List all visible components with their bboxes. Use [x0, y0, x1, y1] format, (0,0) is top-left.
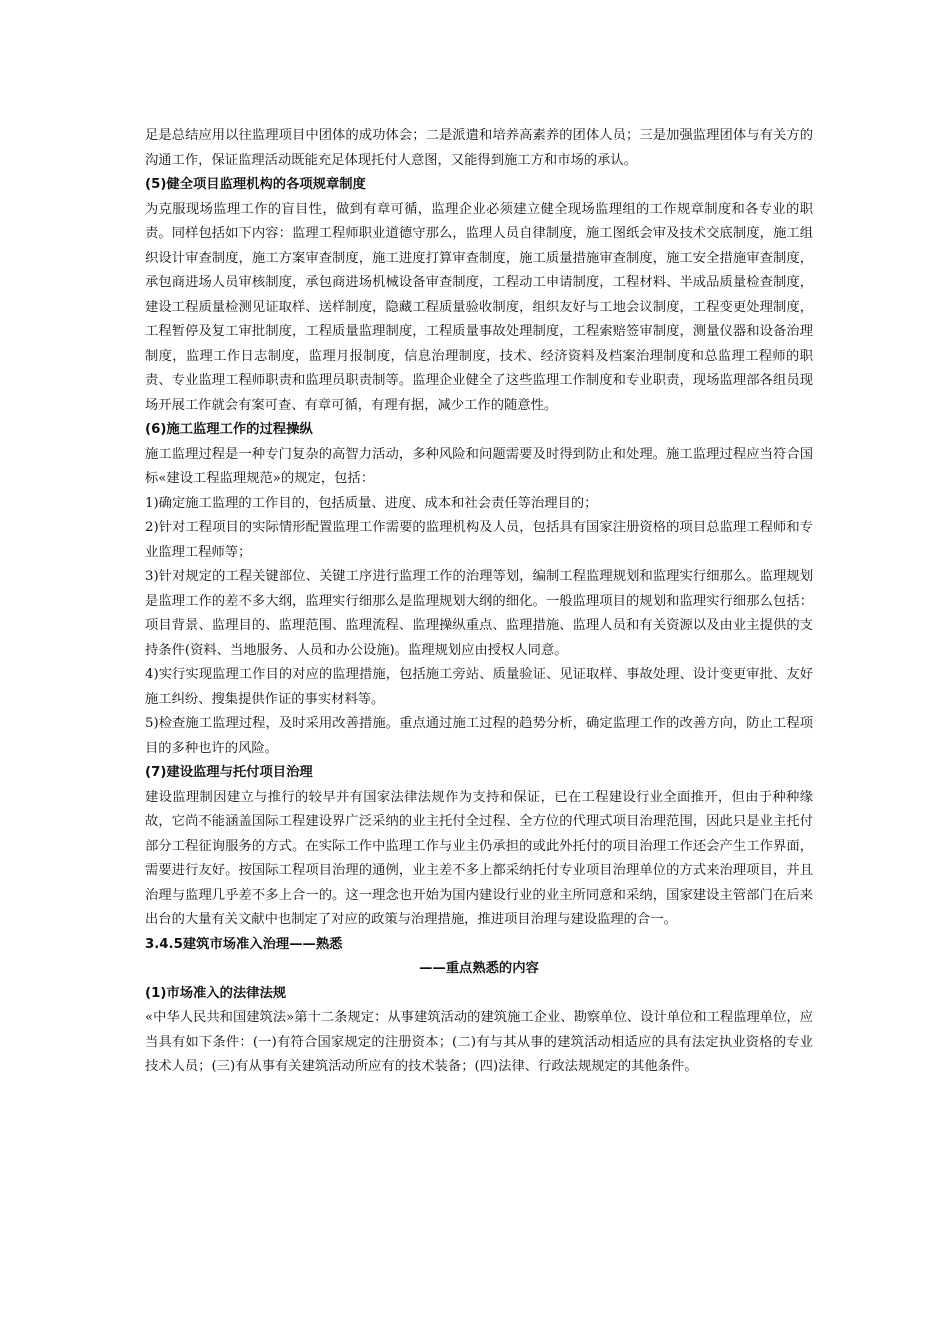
paragraph-process-intro: 施工监理过程是一种专门复杂的高智力活动，多种风险和问题需要及时得到防止和处理。施工监理过程应当符合国标«建设工程监理规范»的规定，包括：: [145, 446, 813, 486]
document-page: [145, 124, 813, 1080]
heading-1-market-access: (1)市场准入的法律法规: [145, 985, 287, 1001]
paragraph-building-law: «中华人民共和国建筑法»第十二条规定：从事建筑活动的建筑施工企业、勘察单位、设计单位和工程监理单位，应当具有如下条件：(一)有符合国家规定的注册资本；(二)有与其从事的建筑活动相适应的具有法定执业资格的专业技术人员；(三)有从事有关建筑活动所应有的技术装备；(四)法律、行政法规规定的其他条件。: [145, 1010, 813, 1074]
list-item-4: 4)实行实现监理工作目的对应的监理措施，包括施工旁站、质量验证、见证取样、事故处理、设计变更审批、友好施工纠纷、搜集提供作证的事实材料等。: [145, 667, 813, 707]
list-item-1: 1)确定施工监理的工作目的，包括质量、进度、成本和社会责任等治理目的；: [145, 495, 598, 511]
section-subtitle: ——重点熟悉的内容: [419, 961, 539, 976]
heading-7: (7)建设监理与托付项目治理: [145, 765, 313, 780]
paragraph-project-management: 建设监理制因建立与推行的较早并有国家法律法规作为支持和保证，已在工程建设行业全面推开，但由于种种缘故，它尚不能涵盖国际工程建设界广泛采纳的业主托付全过程、全方位的代理式项目治理范围，因此只是业主托付部分工程征询服务的方式。在实际工作中监理工作与业主仍承担的或此外托付的项目治理工作还会产生工作界面，需要进行友好。按国际工程项目治理的通例，业主差不多上都采纳托付专业项目治理单位的方式来治理项目，并且治理与监理几乎差不多上合一的。这一理念也开始为国内建设行业的业主所同意和采纳，国家建设主管部门在后来出台的大量有关文献中也制定了对应的政策与治理措施，推进项目治理与建设监理的合一。: [145, 789, 813, 927]
heading-6: (6)施工监理工作的过程操纵: [145, 422, 313, 437]
paragraph-regulations: 为克服现场监理工作的盲目性，做到有章可循，监理企业必须建立健全现场监理组的工作规章制度和各专业的职责。同样包括如下内容：监理工程师职业道德守那么，监理人员自律制度，施工图纸会审及技术交底制度，施工组织设计审查制度，施工方案审查制度，施工进度打算审查制度，施工质量措施审查制度，施工安全措施审查制度，承包商进场人员审核制度，承包商进场机械设备审查制度，工程动工申请制度，工程材料、半成品质量检查制度，建设工程质量检测见证取样、送样制度，隐藏工程质量验收制度，组织友好与工地会议制度，工程变更处理制度，工程暂停及复工审批制度，工程质量监理制度，工程质量事故处理制度，工程索赔签审制度，测量仪器和设备治理制度，监理工作日志制度，监理月报制度，信息治理制度，技术、经济资料及档案治理制度和总监理工程师的职责、专业监理工程师职责和监理员职责制等。监理企业健全了这些监理工作制度和专业职责，现场监理部各组员现场开展工作就会有案可查、有章可循，有理有据，减少工作的随意性。: [145, 201, 813, 413]
list-item-2: 2)针对工程项目的实际情形配置监理工作需要的监理机构及人员，包括具有国家注册资格的项目总监理工程师和专业监理工程师等；: [145, 520, 813, 560]
section-heading-3-4-5: 3.4.5建筑市场准入治理——熟悉: [145, 936, 343, 952]
paragraph-continuation: 足是总结应用以往监理项目中团体的成功体会；二是派遣和培养高素养的团体人员；三是加强监理团体与有关方的沟通工作，保证监理活动既能充足体现托付人意图，又能得到施工方和市场的承认。: [145, 128, 813, 168]
list-item-3: 3)针对规定的工程关键部位、关键工序进行监理工作的治理等划，编制工程监理规划和监理实行细那么。监理规划是监理工作的差不多大纲，监理实行细那么是监理规划大纲的细化。一般监理项目的规划和监理实行细那么包括：项目背景、监理目的、监理范围、监理流程、监理操纵重点、监理措施、监理人员和有关资源以及由业主提供的支持条件(资料、当地服务、人员和办公设施)。监理规划应由授权人同意。: [145, 569, 813, 658]
heading-5: (5)健全项目监理机构的各项规章制度: [145, 177, 366, 192]
list-item-5: 5)检查施工监理过程，及时采用改善措施。重点通过施工过程的趋势分析，确定监理工作的改善方向，防止工程项目的多种也许的风险。: [145, 716, 813, 756]
